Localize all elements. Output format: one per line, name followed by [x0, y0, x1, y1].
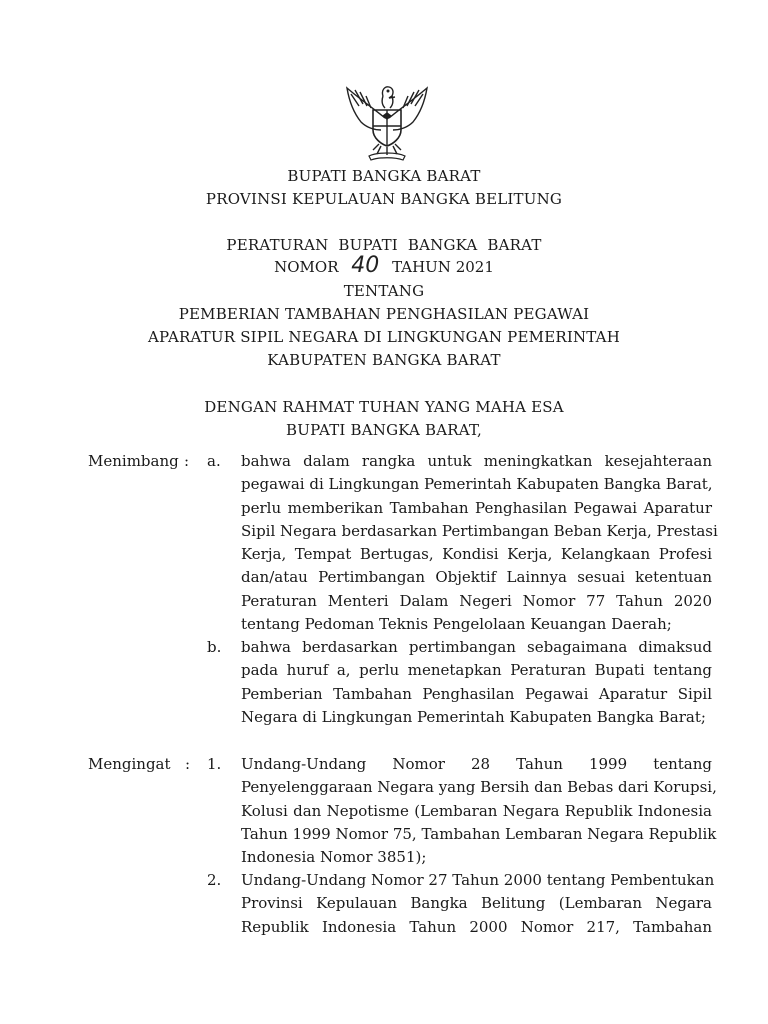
text-line: Penyelenggaraan Negara yang Bersih dan Bebas dari Korupsi, [241, 778, 717, 797]
text-line: perlu memberikan Tambahan Penghasilan Pegawai Aparatur [241, 498, 712, 517]
text-line: pegawai di Lingkungan Pemerintah Kabupaten Bangka Barat, [241, 475, 713, 494]
text-line: dan/atau Pertimbangan Objektif Lainnya sesuai ketentuan [241, 568, 712, 587]
regulation-title: PERATURAN BUPATI BANGKA BARAT [226, 236, 542, 254]
menimbang-item-b-marker: b. [207, 638, 222, 656]
text-line: Tahun 1999 Nomor 75, Tambahan Lembaran Negara Republik [241, 824, 717, 843]
text-line: bahwa dalam rangka untuk meningkatkan kesejahteraan [241, 452, 712, 470]
authority: BUPATI BANGKA BARAT, [286, 421, 482, 439]
text-line: Pemberian Tambahan Penghasilan Pegawai Aparatur Sipil [241, 684, 712, 703]
text-line: Indonesia Nomor 3851); [241, 848, 427, 867]
text-line: Sipil Negara berdasarkan Pertimbangan Beban Kerja, Prestasi [241, 521, 718, 540]
issuer-province: PROVINSI KEPULAUAN BANGKA BELITUNG [205, 190, 563, 208]
text-line: Provinsi Kepulauan Bangka Belitung (Lembaran Negara [241, 894, 712, 913]
menimbang-item-a [241, 450, 718, 636]
text-line: Negara di Lingkungan Pemerintah Kabupaten Bangka Barat; [241, 707, 706, 726]
mengingat-item-2 [241, 869, 715, 939]
text-line: bahwa berdasarkan pertimbangan sebagaimana dimaksud [241, 638, 712, 656]
subject-line-3: KABUPATEN BANGKA BARAT [267, 351, 501, 369]
issuer-title: BUPATI BANGKA BARAT [287, 167, 481, 185]
subject-line-2: APARATUR SIPIL NEGARA DI LINGKUNGAN PEMERINTAH [148, 328, 620, 346]
text-line: tentang Pedoman Teknis Pengelolaan Keuangan Daerah; [241, 615, 672, 634]
menimbang-label: Menimbang [88, 452, 179, 470]
mengingat-item-1-marker: 1. [207, 755, 222, 773]
menimbang-colon: : [184, 452, 190, 470]
nomor-label: NOMOR [274, 258, 339, 276]
mengingat-item-1 [241, 753, 717, 869]
tentang-label: TENTANG [343, 282, 425, 300]
regulation-number-line [0, 253, 768, 278]
handwritten-number: 40 [351, 253, 380, 278]
text-line: Peraturan Menteri Dalam Negeri Nomor 77 Tahun 2020 [241, 591, 712, 610]
mengingat-item-2-marker: 2. [207, 871, 222, 889]
subject-line-1: PEMBERIAN TAMBAHAN PENGHASILAN PEGAWAI [178, 305, 590, 323]
invocation: DENGAN RAHMAT TUHAN YANG MAHA ESA [204, 398, 564, 416]
text-line: Undang-Undang Nomor 28 Tahun 1999 tentang [241, 755, 712, 773]
mengingat-colon: : [185, 755, 191, 773]
text-line: Kolusi dan Nepotisme (Lembaran Negara Republik Indonesia [241, 801, 712, 820]
text-line: pada huruf a, perlu menetapkan Peraturan Bupati tentang [241, 661, 712, 680]
text-line: Republik Indonesia Tahun 2000 Nomor 217, Tambahan [241, 917, 712, 936]
menimbang-item-a-marker: a. [207, 452, 221, 470]
regulation-year: TAHUN 2021 [392, 258, 494, 276]
mengingat-label: Mengingat [88, 755, 171, 773]
text-line: Kerja, Tempat Bertugas, Kondisi Kerja, Kelangkaan Profesi [241, 545, 712, 564]
garuda-emblem-icon [339, 78, 435, 166]
text-line: Undang-Undang Nomor 27 Tahun 2000 tentang Pembentukan [241, 871, 715, 889]
menimbang-item-b [241, 636, 712, 729]
